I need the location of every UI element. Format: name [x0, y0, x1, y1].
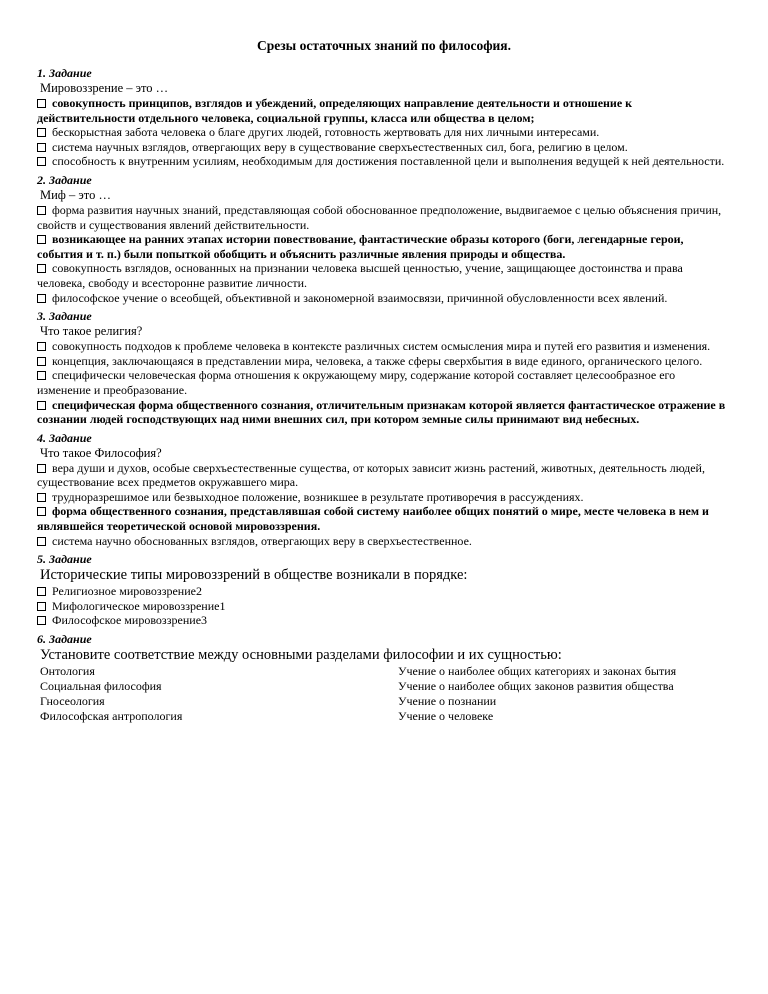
answer-option[interactable]: [37, 368, 731, 397]
checkbox-icon[interactable]: [37, 264, 46, 273]
option-text: способность к внутренним усилиям, необходимым для достижения поставленной цели и выполнения ведущей к ней деятельности.: [52, 154, 725, 169]
option-text: концепция, заключающаяся в представлении мира, человека, а также сферы сверхбытия в виде единого, органического целого.: [52, 353, 703, 368]
task-5: [37, 552, 731, 628]
task-heading: 6. Задание: [37, 632, 92, 647]
answer-option[interactable]: [37, 398, 731, 427]
answer-option[interactable]: [37, 490, 731, 505]
answer-option[interactable]: [37, 339, 731, 354]
checkbox-icon[interactable]: [37, 616, 46, 625]
option-text: форма общественного сознания, представлявшая собой систему наиболее общих понятий о мире, месте человека в нем и являвшейся теоретической основой мировоззрения.: [37, 504, 709, 534]
answer-option[interactable]: [37, 354, 731, 369]
matching-term: Гносеология: [40, 694, 105, 709]
checkbox-icon[interactable]: [37, 507, 46, 516]
checkbox-icon[interactable]: [37, 537, 46, 546]
answer-option[interactable]: [37, 599, 731, 614]
option-text: совокупность подходов к проблеме человека в контексте различных систем осмысления мира и путей его развития и изменения.: [52, 339, 711, 354]
answer-option[interactable]: [37, 461, 731, 490]
task-2: [37, 173, 731, 305]
task-heading: 1. Задание: [37, 66, 92, 80]
task-4: [37, 431, 731, 549]
task-question: Мировоззрение – это …: [40, 81, 169, 95]
answer-option[interactable]: [37, 203, 731, 232]
checkbox-icon[interactable]: [37, 493, 46, 502]
answer-option[interactable]: [37, 291, 731, 306]
checkbox-icon[interactable]: [37, 206, 46, 215]
checkbox-icon[interactable]: [37, 143, 46, 152]
option-text: Мифологическое мировоззрение1: [52, 598, 226, 613]
option-text: философское учение о всеобщей, объективной и закономерной взаимосвязи, причинной обусловленности всех явлений.: [52, 290, 668, 305]
task-question: Что такое Философия?: [40, 445, 162, 460]
task-heading: 2. Задание: [37, 172, 92, 187]
answer-option[interactable]: [37, 534, 731, 549]
task-question: Что такое религия?: [40, 324, 143, 339]
option-text: специфическая форма общественного сознания, отличительным признакам которой является фантастическое отражение в сознании людей господствующих над ними внешних сил, при котором земные силы принимают вид небесных.: [37, 397, 726, 427]
answer-option[interactable]: [37, 261, 731, 290]
option-text: трудноразрешимое или безвыходное положение, возникшее в результате противоречия в рассуждениях.: [52, 489, 584, 504]
matching-row: [37, 664, 731, 679]
checkbox-icon[interactable]: [37, 401, 46, 410]
matching-definition: Учение о человеке: [398, 709, 494, 724]
matching-row: [37, 709, 731, 724]
answer-option[interactable]: [37, 154, 731, 169]
task-3: [37, 309, 731, 427]
matching-definition: Учение о наиболее общих законов развития общества: [398, 679, 674, 694]
checkbox-icon[interactable]: [37, 99, 46, 108]
tasks-list: [37, 66, 731, 548]
task-options: [37, 584, 731, 628]
task-question: Миф – это …: [40, 187, 111, 202]
answer-option[interactable]: [37, 613, 731, 628]
option-text: бескорыстная забота человека о благе других людей, готовность жертвовать для них личными интересами.: [52, 125, 600, 140]
answer-option[interactable]: [37, 504, 731, 533]
matching-definition: Учение о познании: [398, 694, 497, 709]
option-text: вера души и духов, особые сверхъестественные существа, от которых зависит жизнь растений, животных, деятельность людей, существование всех предметов окружавшего мира.: [37, 460, 705, 490]
checkbox-icon[interactable]: [37, 371, 46, 380]
checkbox-icon[interactable]: [37, 128, 46, 137]
answer-option[interactable]: [37, 96, 731, 125]
matching-term: Социальная философия: [40, 679, 162, 694]
option-text: совокупность взглядов, основанных на признании человека высшей ценностью, учение, защищающее достоинства и права человека, свободу и всесторонне развитие личности.: [37, 261, 683, 290]
matching-row: [37, 694, 731, 709]
option-text: возникающее на ранних этапах истории повествование, фантастические образы которого (боги, легендарные герои, события и т. п.) были попыткой обобщить и объяснить различные явления природы и общества.: [37, 232, 684, 261]
checkbox-icon[interactable]: [37, 294, 46, 303]
task-heading: 4. Задание: [37, 430, 92, 445]
answer-option[interactable]: [37, 125, 731, 140]
checkbox-icon[interactable]: [37, 157, 46, 166]
matching-definition: Учение о наиболее общих категориях и законах бытия: [398, 664, 677, 679]
checkbox-icon[interactable]: [37, 357, 46, 366]
matching-term: Философская антропология: [40, 709, 183, 724]
matching-row: [37, 679, 731, 694]
matching-term: Онтология: [40, 664, 95, 679]
answer-option[interactable]: [37, 584, 731, 599]
task-question: Установите соответствие между основными разделами философии и их сущностью:: [40, 647, 562, 664]
document-page: [37, 38, 731, 728]
checkbox-icon[interactable]: [37, 587, 46, 596]
option-text: специфически человеческая форма отношения к окружающему миру, содержание которой составляет целесообразное его изменение и преобразование.: [37, 368, 676, 397]
task-6: [37, 632, 731, 724]
document-title: Срезы остаточных знаний по философия.: [257, 38, 511, 53]
option-text: Философское мировоззрение3: [52, 613, 208, 628]
task-question: Исторические типы мировоззрений в обществе возникали в порядке:: [40, 567, 468, 584]
option-text: система научных взглядов, отвергающих веру в существование сверхъестественных сил, бога, религию в целом.: [52, 139, 628, 154]
checkbox-icon[interactable]: [37, 342, 46, 351]
option-text: система научно обоснованных взглядов, отвергающих веру в сверхъестественное.: [52, 533, 472, 548]
checkbox-icon[interactable]: [37, 235, 46, 244]
option-text: форма развития научных знаний, представляющая собой обоснованное предположение, выдвигаемое с целью объяснения причин, свойств и существования явлений действительности.: [37, 202, 722, 232]
checkbox-icon[interactable]: [37, 602, 46, 611]
option-text: совокупность принципов, взглядов и убеждений, определяющих направление деятельности и отношение к действительности отдельного человека, социальной группы, класса или общества в целом;: [37, 96, 633, 125]
task-heading: 3. Задание: [37, 309, 92, 324]
task-heading: 5. Задание: [37, 552, 92, 567]
matching-table: [37, 664, 731, 724]
option-text: Религиозное мировоззрение2: [52, 584, 202, 599]
task-1: [37, 66, 731, 169]
checkbox-icon[interactable]: [37, 464, 46, 473]
answer-option[interactable]: [37, 232, 731, 261]
answer-option[interactable]: [37, 140, 731, 155]
